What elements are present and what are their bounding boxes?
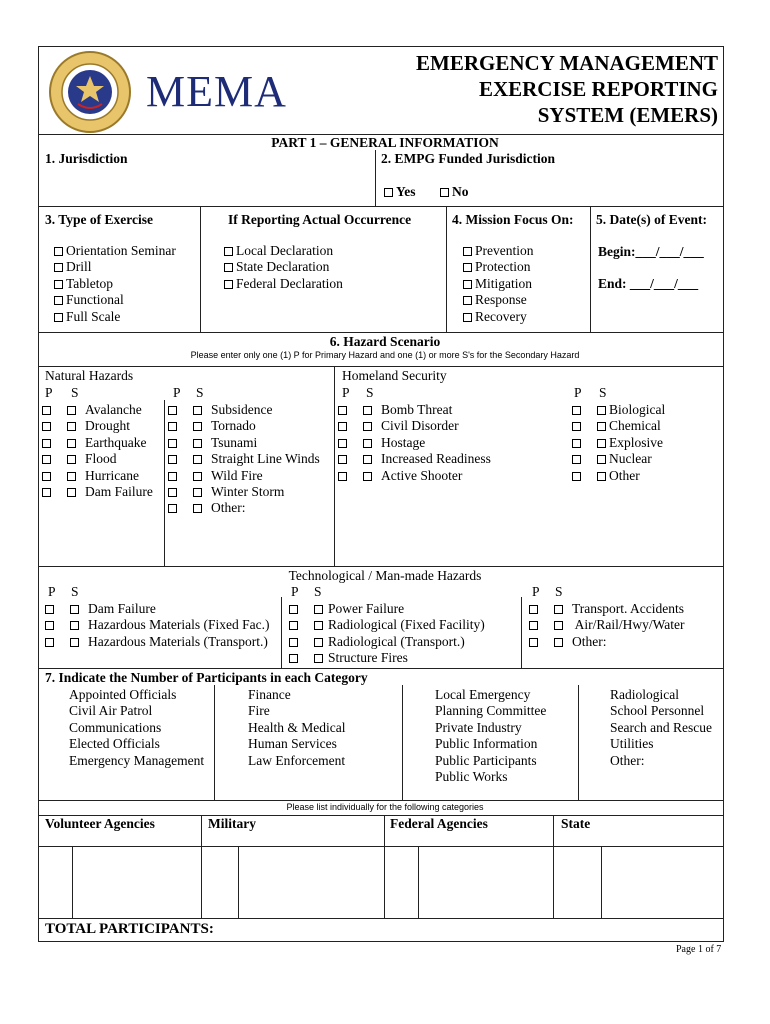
divider [238, 846, 239, 918]
p-header: P [173, 385, 181, 400]
option-label: Hostage [381, 434, 426, 450]
checkbox-icon[interactable] [168, 422, 177, 431]
divider [375, 150, 376, 206]
option-label: Tabletop [66, 275, 114, 291]
option-label: Federal Declaration [236, 275, 343, 291]
divider [334, 366, 335, 566]
checkbox-icon[interactable] [193, 422, 202, 431]
checkbox-icon[interactable] [42, 439, 51, 448]
participant-category: Public Information [435, 736, 538, 752]
checkbox-icon[interactable] [42, 488, 51, 497]
option-label: Active Shooter [381, 467, 463, 483]
option-label: Earthquake [85, 434, 147, 450]
option-row[interactable] [572, 418, 665, 434]
participants-col3 [435, 687, 546, 785]
checkbox-icon[interactable] [529, 621, 538, 630]
option-label: Hazardous Materials (Transport.) [88, 633, 268, 649]
option-label: Prevention [475, 243, 534, 258]
checkbox-icon[interactable] [168, 472, 177, 481]
checkbox-icon[interactable] [572, 439, 581, 448]
page-number: Page 1 of 7 [676, 944, 722, 955]
option-row[interactable] [45, 601, 269, 617]
checkbox-icon[interactable] [363, 455, 372, 464]
option-row[interactable] [54, 292, 176, 308]
rule [38, 366, 724, 367]
participant-category: Appointed Officials [69, 687, 177, 702]
option-row[interactable] [168, 500, 320, 516]
option-row[interactable] [338, 418, 491, 434]
checkbox-icon[interactable] [193, 439, 202, 448]
option-row[interactable] [42, 435, 153, 451]
divider [521, 597, 522, 668]
checkbox-icon[interactable] [463, 280, 472, 289]
actual-occurrence-label: If Reporting Actual Occurrence [228, 212, 412, 227]
option-row[interactable] [42, 468, 153, 484]
option-row[interactable] [463, 292, 534, 308]
participant-category: Finance [248, 687, 291, 702]
yes-option[interactable] [384, 184, 416, 200]
divider [446, 206, 447, 332]
type-of-exercise-list [54, 243, 176, 325]
option-label: Avalanche [85, 402, 142, 417]
option-label: Nuclear [609, 451, 652, 467]
checkbox-icon[interactable] [289, 621, 298, 630]
participant-category: Elected Officials [69, 736, 160, 752]
option-row[interactable] [529, 617, 685, 633]
option-label: Biological [609, 402, 666, 417]
checkbox-icon[interactable] [554, 638, 563, 647]
option-label: Chemical [609, 418, 661, 434]
option-label: Other: [572, 633, 607, 649]
option-label: Full Scale [66, 308, 121, 324]
jurisdiction-label: 1. Jurisdiction [45, 151, 128, 166]
option-label: Orientation Seminar [66, 243, 176, 258]
option-row[interactable] [42, 451, 153, 467]
checkbox-icon[interactable] [463, 263, 472, 272]
checkbox-icon[interactable] [597, 406, 606, 415]
p-header: P [45, 385, 53, 400]
checkbox-icon[interactable] [45, 605, 54, 614]
form-title [370, 50, 718, 128]
natural-hazards-label: Natural Hazards [45, 368, 134, 383]
participant-category: Local Emergency [435, 687, 531, 702]
divider [418, 846, 419, 918]
divider [164, 400, 165, 566]
checkbox-icon[interactable] [572, 422, 581, 431]
option-label: Increased Readiness [381, 451, 491, 467]
rule [38, 918, 724, 919]
option-row[interactable] [338, 451, 491, 467]
checkbox-icon[interactable] [554, 621, 563, 630]
p-header: P [574, 385, 582, 400]
participant-category: Public Participants [435, 752, 537, 768]
option-row[interactable] [338, 468, 491, 484]
option-label: Radiological (Fixed Facility) [328, 617, 485, 633]
participant-category: Private Industry [435, 719, 522, 735]
checkbox-icon[interactable] [597, 439, 606, 448]
option-row[interactable] [289, 634, 485, 650]
s-header: S [196, 385, 204, 400]
part1-heading: PART 1 – GENERAL INFORMATION [271, 135, 499, 150]
option-row[interactable] [289, 617, 485, 633]
rule [38, 846, 724, 847]
option-label: Drought [85, 418, 130, 434]
option-label: Functional [66, 292, 124, 308]
rule [38, 332, 724, 333]
participant-category: Fire [248, 703, 270, 719]
s-header: S [555, 584, 563, 599]
checkbox-icon[interactable] [168, 504, 177, 513]
checkbox-icon[interactable] [42, 472, 51, 481]
rule [38, 800, 724, 801]
type-of-exercise-label: 3. Type of Exercise [45, 212, 153, 227]
option-row[interactable] [338, 402, 491, 418]
option-label: Air/Rail/Hwy/Water [572, 617, 685, 633]
checkbox-icon[interactable] [67, 455, 76, 464]
option-label: Recovery [475, 308, 527, 324]
checkbox-icon[interactable] [193, 504, 202, 513]
checkbox-icon[interactable] [70, 605, 79, 614]
option-row[interactable] [54, 309, 176, 325]
p-header: P [342, 385, 350, 400]
checkbox-icon[interactable] [42, 406, 51, 415]
option-row[interactable] [463, 259, 534, 275]
checkbox-icon[interactable] [338, 472, 347, 481]
option-row[interactable] [168, 468, 320, 484]
participant-category: Health & Medical [248, 719, 346, 735]
checkbox-icon[interactable] [54, 247, 63, 256]
option-row[interactable] [168, 451, 320, 467]
title-line: EMERGENCY MANAGEMENT [416, 51, 718, 75]
s-header: S [71, 385, 79, 400]
option-row[interactable] [572, 451, 665, 467]
option-row[interactable] [45, 617, 269, 633]
checkbox-icon[interactable] [54, 313, 63, 322]
option-row[interactable] [289, 650, 485, 666]
homeland-security-label: Homeland Security [342, 368, 447, 383]
checkbox-icon[interactable] [193, 406, 202, 415]
divider [201, 815, 202, 918]
checkbox-icon[interactable] [193, 472, 202, 481]
option-row[interactable] [42, 402, 153, 418]
participant-category: Emergency Management [69, 752, 205, 768]
option-row[interactable] [463, 309, 534, 325]
checkbox-icon[interactable] [597, 422, 606, 431]
checkbox-icon[interactable] [338, 439, 347, 448]
checkbox-icon[interactable] [54, 263, 63, 272]
rule [38, 566, 724, 567]
option-row[interactable] [45, 634, 269, 650]
checkbox-icon[interactable] [363, 406, 372, 415]
checkbox-icon[interactable] [42, 422, 51, 431]
checkbox-icon[interactable] [45, 621, 54, 630]
option-row[interactable] [42, 484, 153, 500]
s-header: S [599, 385, 607, 400]
option-label: Flood [85, 451, 117, 467]
checkbox-icon[interactable] [314, 605, 323, 614]
option-label: Radiological (Transport.) [328, 633, 465, 649]
option-row[interactable] [338, 435, 491, 451]
option-row[interactable] [42, 418, 153, 434]
title-line: EXERCISE REPORTING [478, 77, 718, 101]
participants-heading: 7. Indicate the Number of Participants in each Category [45, 670, 368, 685]
checkbox-icon[interactable] [529, 605, 538, 614]
option-label: Mitigation [475, 275, 532, 291]
participant-category: Utilities [610, 736, 654, 752]
divider [200, 206, 201, 332]
participant-category: Other: [610, 752, 645, 768]
checkbox-icon[interactable] [289, 638, 298, 647]
checkbox-icon[interactable] [289, 654, 298, 663]
option-label: Other [609, 467, 640, 483]
option-label: Local Declaration [236, 243, 334, 258]
participant-category: Public Works [435, 768, 508, 784]
option-row[interactable] [289, 601, 485, 617]
option-label: Transport. Accidents [572, 601, 684, 616]
participant-category: Civil Air Patrol [69, 703, 153, 719]
checkbox-icon[interactable] [597, 472, 606, 481]
checkbox-icon[interactable] [338, 422, 347, 431]
divider [590, 206, 591, 332]
checkbox-icon[interactable] [42, 455, 51, 464]
begin-date-field[interactable]: Begin:___/___/___ [598, 244, 704, 259]
dates-label: 5. Date(s) of Event: [596, 212, 707, 227]
option-label: Dam Failure [85, 483, 153, 499]
hazard-instruction: Please enter only one (1) P for Primary Hazard and one (1) or more S's for the Secondary Hazard [190, 350, 580, 360]
option-label: Wild Fire [211, 467, 263, 483]
option-label: State Declaration [236, 259, 330, 275]
s-header: S [366, 385, 374, 400]
option-label: Structure Fires [328, 650, 408, 666]
divider [578, 685, 579, 800]
tech-hazards-col1 [45, 601, 269, 650]
option-label: Power Failure [328, 601, 405, 616]
checkbox-icon[interactable] [314, 654, 323, 663]
s-header: S [71, 584, 79, 599]
option-label: Tsunami [211, 434, 258, 450]
checkbox-icon[interactable] [463, 296, 472, 305]
natural-hazards-col1 [42, 402, 153, 500]
option-row[interactable] [224, 243, 343, 259]
option-row[interactable] [463, 243, 534, 259]
option-row[interactable] [168, 402, 320, 418]
checkbox-icon[interactable] [67, 439, 76, 448]
checkbox-icon[interactable] [314, 621, 323, 630]
participant-category: Human Services [248, 736, 337, 752]
divider [72, 846, 73, 918]
participant-category: Planning Committee [435, 703, 547, 719]
checkbox-icon[interactable] [168, 406, 177, 415]
p-header: P [532, 584, 540, 599]
checkbox-icon[interactable] [363, 422, 372, 431]
option-label: Bomb Threat [381, 402, 453, 417]
checkbox-icon[interactable] [440, 188, 449, 197]
total-participants-label: TOTAL PARTICIPANTS: [45, 921, 214, 937]
checkbox-icon[interactable] [363, 439, 372, 448]
checkbox-icon[interactable] [224, 263, 233, 272]
rule [38, 668, 724, 669]
list-instruction: Please list individually for the following categories [286, 802, 484, 812]
s-header: S [314, 584, 322, 599]
checkbox-icon[interactable] [463, 247, 472, 256]
option-row[interactable] [168, 484, 320, 500]
checkbox-icon[interactable] [193, 455, 202, 464]
divider [281, 597, 282, 668]
option-label: Winter Storm [211, 483, 285, 499]
end-date-field[interactable]: End: ___/___/___ [598, 276, 699, 291]
option-label: Explosive [609, 434, 663, 450]
option-row[interactable] [168, 418, 320, 434]
homeland-col1 [338, 402, 491, 484]
checkbox-icon[interactable] [67, 406, 76, 415]
checkbox-icon[interactable] [224, 247, 233, 256]
tech-hazards-label: Technological / Man-made Hazards [288, 568, 482, 583]
checkbox-icon[interactable] [67, 488, 76, 497]
checkbox-icon[interactable] [554, 605, 563, 614]
option-label: Subsidence [211, 402, 273, 417]
checkbox-icon[interactable] [67, 472, 76, 481]
participants-col4 [610, 687, 712, 769]
option-row[interactable] [224, 276, 343, 292]
tech-hazards-col3 [529, 601, 685, 650]
checkbox-icon[interactable] [67, 422, 76, 431]
p-header: P [291, 584, 299, 599]
checkbox-icon[interactable] [45, 638, 54, 647]
option-row[interactable] [54, 259, 176, 275]
checkbox-icon[interactable] [54, 296, 63, 305]
participant-category: Communications [69, 719, 162, 735]
empg-label: 2. EMPG Funded Jurisdiction [381, 151, 556, 166]
checkbox-icon[interactable] [363, 472, 372, 481]
actual-occurrence-list [224, 243, 343, 292]
option-label: Protection [475, 259, 531, 275]
participants-col2 [248, 687, 345, 769]
military-header: Military [208, 816, 256, 831]
state-header: State [561, 816, 591, 831]
checkbox-icon[interactable] [168, 455, 177, 464]
option-row[interactable] [572, 402, 665, 418]
option-label: Straight Line Winds [211, 451, 320, 467]
homeland-col2 [572, 402, 665, 484]
checkbox-icon[interactable] [70, 621, 79, 630]
checkbox-icon[interactable] [338, 406, 347, 415]
checkbox-icon[interactable] [463, 313, 472, 322]
title-line: SYSTEM (EMERS) [537, 103, 718, 127]
divider [402, 685, 403, 800]
divider [601, 846, 602, 918]
mema-logo-text: MEMA [146, 67, 287, 116]
rule [38, 206, 724, 207]
checkbox-icon[interactable] [572, 406, 581, 415]
divider [384, 815, 385, 918]
option-row[interactable] [529, 634, 685, 650]
option-label: Drill [66, 259, 92, 275]
participants-col1 [69, 687, 204, 769]
option-row[interactable] [54, 243, 176, 259]
option-label: Dam Failure [88, 601, 156, 616]
checkbox-icon[interactable] [289, 605, 298, 614]
checkbox-icon[interactable] [168, 488, 177, 497]
checkbox-icon[interactable] [384, 188, 393, 197]
checkbox-icon[interactable] [70, 638, 79, 647]
checkbox-icon[interactable] [54, 280, 63, 289]
option-label: Response [475, 292, 527, 308]
checkbox-icon[interactable] [572, 455, 581, 464]
option-row[interactable] [529, 601, 685, 617]
option-row[interactable] [54, 276, 176, 292]
option-label: Hurricane [85, 467, 139, 483]
federal-agencies-header: Federal Agencies [390, 816, 488, 831]
mission-focus-list [463, 243, 534, 325]
hazard-heading: 6. Hazard Scenario [329, 334, 441, 349]
tech-hazards-col2 [289, 601, 485, 667]
option-row[interactable] [463, 276, 534, 292]
checkbox-icon[interactable] [193, 488, 202, 497]
option-label: Civil Disorder [381, 418, 459, 434]
no-label: No [452, 184, 469, 199]
checkbox-icon[interactable] [529, 638, 538, 647]
checkbox-icon[interactable] [597, 455, 606, 464]
option-label: Tornado [211, 418, 256, 434]
mission-focus-label: 4. Mission Focus On: [452, 212, 574, 227]
option-label: Other: [211, 500, 246, 516]
option-row[interactable] [224, 259, 343, 275]
participant-category: Law Enforcement [248, 752, 346, 768]
no-option[interactable] [440, 184, 469, 200]
checkbox-icon[interactable] [224, 280, 233, 289]
participant-category: School Personnel [610, 703, 705, 719]
divider [214, 685, 215, 800]
checkbox-icon[interactable] [314, 638, 323, 647]
checkbox-icon[interactable] [168, 439, 177, 448]
participant-category: Search and Rescue [610, 719, 712, 735]
option-label: Hazardous Materials (Fixed Fac.) [88, 617, 270, 633]
option-row[interactable] [168, 435, 320, 451]
checkbox-icon[interactable] [338, 455, 347, 464]
p-header: P [48, 584, 56, 599]
natural-hazards-col2 [168, 402, 320, 517]
mema-seal-logo [48, 50, 132, 134]
checkbox-icon[interactable] [572, 472, 581, 481]
volunteer-agencies-header: Volunteer Agencies [45, 816, 155, 831]
option-row[interactable] [572, 435, 665, 451]
divider [553, 815, 554, 918]
option-row[interactable] [572, 468, 665, 484]
participant-category: Radiological [610, 687, 679, 702]
yes-label: Yes [396, 184, 416, 199]
